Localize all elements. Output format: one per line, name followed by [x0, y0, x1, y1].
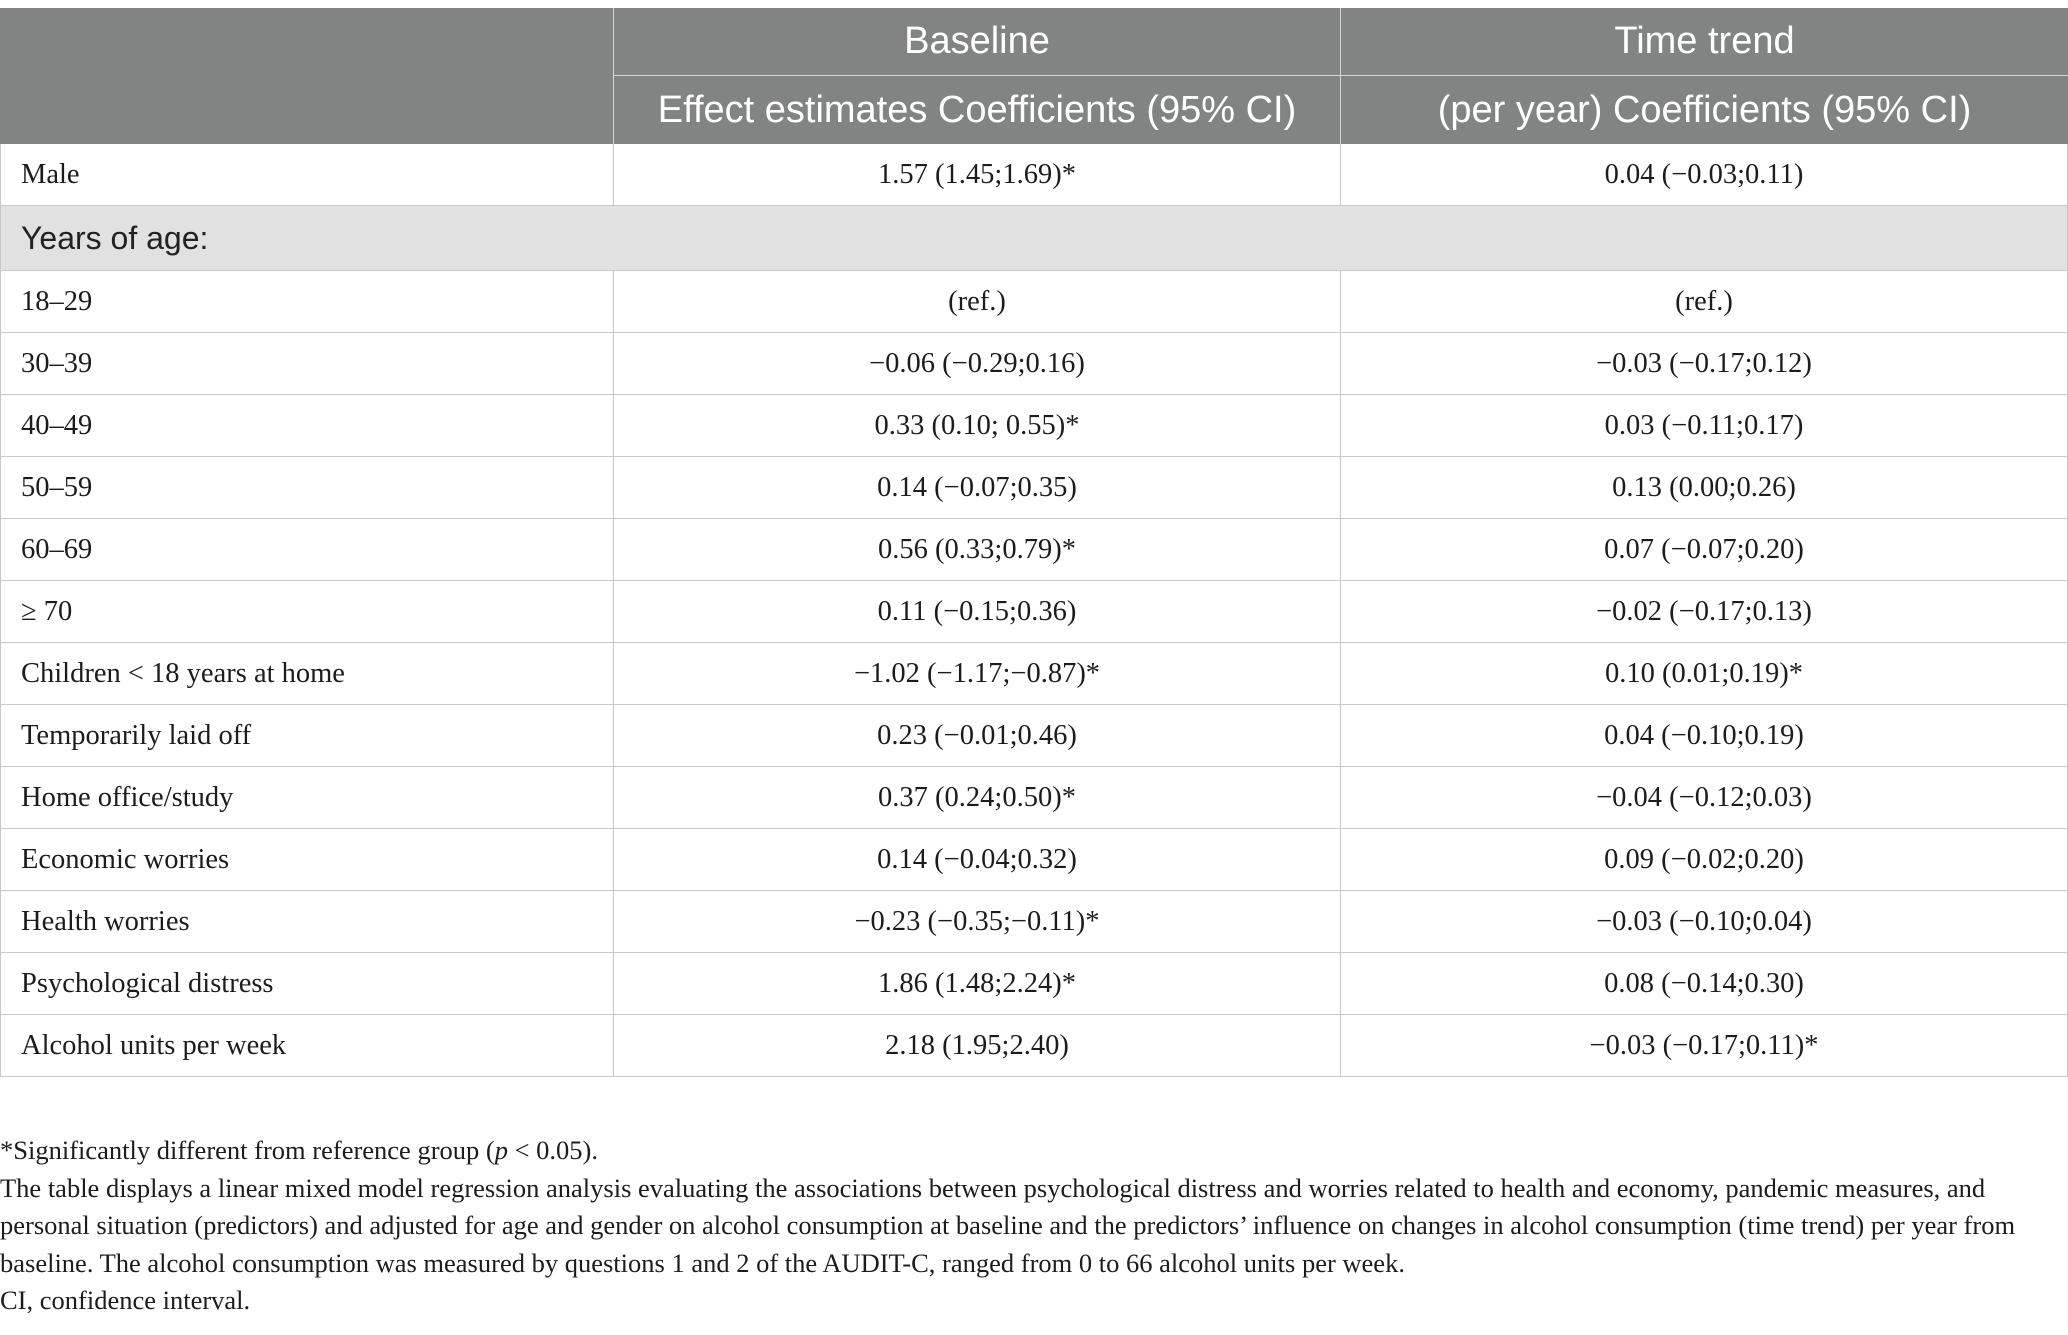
baseline-value-cell: 2.18 (1.95;2.40) — [614, 1015, 1341, 1076]
table-header — [0, 8, 2068, 144]
time-trend-value-cell: −0.03 (−0.10;0.04) — [1341, 891, 2068, 952]
row-label: ≥ 70 — [0, 581, 614, 642]
significance-note-suffix: < 0.05). — [507, 1135, 598, 1165]
time-trend-value-cell: −0.02 (−0.17;0.13) — [1341, 581, 2068, 642]
baseline-value-cell: 0.11 (−0.15;0.36) — [614, 581, 1341, 642]
table-row — [0, 953, 2068, 1015]
section-header-label: Years of age: — [21, 219, 209, 256]
table-row — [0, 271, 2068, 333]
time-trend-header-title: Time trend — [1614, 20, 1795, 62]
row-label: Temporarily laid off — [0, 705, 614, 766]
baseline-value-cell: (ref.) — [614, 271, 1341, 332]
row-label: Male — [0, 144, 614, 205]
significance-note-italic-p: p — [494, 1135, 508, 1165]
time-trend-value-cell: 0.04 (−0.10;0.19) — [1341, 705, 2068, 766]
baseline-value-cell: 0.14 (−0.04;0.32) — [614, 829, 1341, 890]
header-subtitle-row — [614, 76, 2068, 144]
row-label: 40–49 — [0, 395, 614, 456]
row-label: 50–59 — [0, 457, 614, 518]
baseline-value-cell: 0.37 (0.24;0.50)* — [614, 767, 1341, 828]
table-row — [0, 581, 2068, 643]
time-trend-value-cell: 0.08 (−0.14;0.30) — [1341, 953, 2068, 1014]
time-trend-value-cell: 0.10 (0.01;0.19)* — [1341, 643, 2068, 704]
row-label: Home office/study — [0, 767, 614, 828]
table-description-note: The table displays a linear mixed model regression analysis evaluating the associations between psychological distress and worries related to health and economy, pandemic measures, and personal situation (predictors) and adjusted for age and gender on alcohol consumption at baseline and the predictors’ influence on changes in alcohol consumption (time trend) per year from baseline. The alcohol consumption was measured by questions 1 and 2 of the AUDIT-C, ranged from 0 to 66 alcohol units per week. — [0, 1172, 2016, 1278]
abbreviation-note: CI, confidence interval. — [0, 1285, 251, 1315]
row-label: 30–39 — [0, 333, 614, 394]
table-row — [0, 333, 2068, 395]
baseline-value-cell: 1.57 (1.45;1.69)* — [614, 144, 1341, 205]
row-label: Alcohol units per week — [0, 1015, 614, 1076]
time-trend-value-cell: 0.07 (−0.07;0.20) — [1341, 519, 2068, 580]
baseline-value-cell: −0.06 (−0.29;0.16) — [614, 333, 1341, 394]
header-stub-cell — [0, 8, 614, 144]
header-title-row — [614, 8, 2068, 76]
significance-note-prefix: *Significantly different from reference group ( — [0, 1135, 495, 1165]
baseline-value-cell: 0.33 (0.10; 0.55)* — [614, 395, 1341, 456]
row-label: Economic worries — [0, 829, 614, 890]
significance-note — [0, 1132, 2068, 1170]
row-label: Health worries — [0, 891, 614, 952]
baseline-header-title: Baseline — [614, 8, 1341, 75]
row-label: 60–69 — [0, 519, 614, 580]
row-label: Children < 18 years at home — [0, 643, 614, 704]
section-header-row — [0, 206, 2068, 271]
table-row — [0, 144, 2068, 206]
time-trend-value-cell: −0.03 (−0.17;0.12) — [1341, 333, 2068, 394]
baseline-value-cell: 0.14 (−0.07;0.35) — [614, 457, 1341, 518]
table-row — [0, 891, 2068, 953]
results-table — [0, 8, 2068, 1077]
table-row — [0, 1015, 2068, 1077]
time-trend-header-subtitle: (per year) Coefficients (95% CI) — [1437, 88, 1972, 131]
table-row — [0, 643, 2068, 705]
table-row — [0, 705, 2068, 767]
row-label: 18–29 — [0, 271, 614, 332]
baseline-value-cell: 1.86 (1.48;2.24)* — [614, 953, 1341, 1014]
baseline-value-cell: −1.02 (−1.17;−0.87)* — [614, 643, 1341, 704]
row-label: Psychological distress — [0, 953, 614, 1014]
table-footnotes — [0, 1132, 2068, 1320]
table-row — [0, 767, 2068, 829]
table-row — [0, 829, 2068, 891]
baseline-header-subtitle: Effect estimates Coefficients (95% CI) — [614, 76, 1341, 144]
time-trend-value-cell: (ref.) — [1341, 271, 2068, 332]
baseline-value-cell: 0.56 (0.33;0.79)* — [614, 519, 1341, 580]
time-trend-value-cell: 0.03 (−0.11;0.17) — [1341, 395, 2068, 456]
baseline-value-cell: 0.23 (−0.01;0.46) — [614, 705, 1341, 766]
header-column-group — [614, 8, 2068, 144]
time-trend-value-cell: 0.04 (−0.03;0.11) — [1341, 144, 2068, 205]
table-row — [0, 457, 2068, 519]
time-trend-value-cell: −0.04 (−0.12;0.03) — [1341, 767, 2068, 828]
table-row — [0, 395, 2068, 457]
table-body — [0, 144, 2068, 1077]
time-trend-value-cell: 0.13 (0.00;0.26) — [1341, 457, 2068, 518]
table-row — [0, 519, 2068, 581]
time-trend-value-cell: −0.03 (−0.17;0.11)* — [1341, 1015, 2068, 1076]
baseline-value-cell: −0.23 (−0.35;−0.11)* — [614, 891, 1341, 952]
time-trend-value-cell: 0.09 (−0.02;0.20) — [1341, 829, 2068, 890]
